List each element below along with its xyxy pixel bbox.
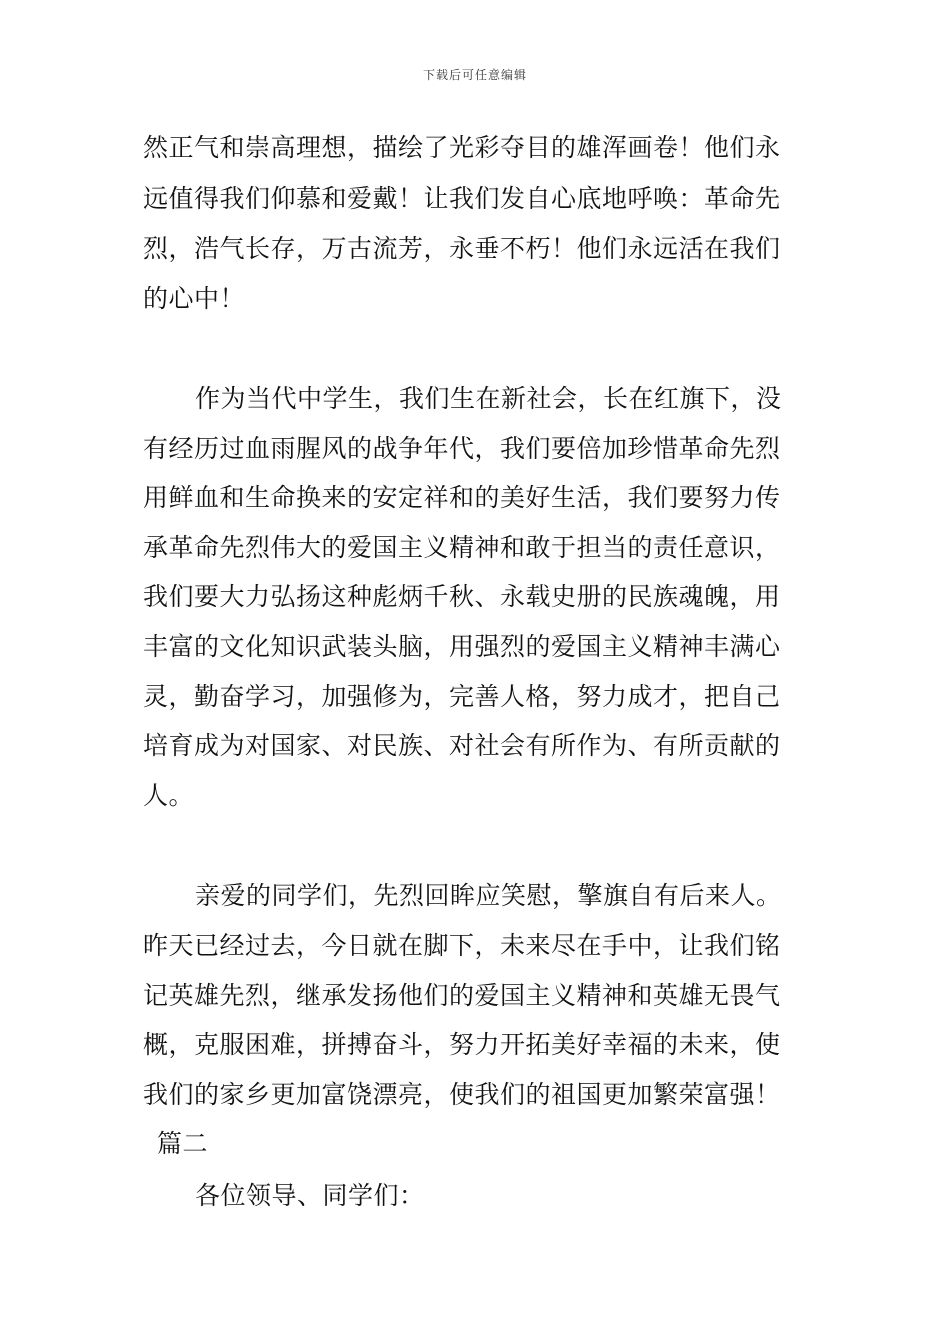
text-line: 丰富的文化知识武装头脑，用强烈的爱国主义精神丰满心 [143, 632, 781, 661]
page-header: 下载后可任意编辑 [422, 68, 527, 82]
text-line: 人。 [143, 781, 195, 810]
text-line: 灵，勤奋学习，加强修为，完善人格，努力成才，把自己 [143, 682, 781, 711]
text-line: 记英雄先烈，继承发扬他们的爱国主义精神和英雄无畏气 [143, 981, 781, 1010]
text-line: 烈，浩气长存，万古流芳，永垂不朽！他们永远活在我们 [143, 234, 781, 263]
text-line: 承革命先烈伟大的爱国主义精神和敢于担当的责任意识， [143, 533, 781, 562]
text-line: 有经历过血雨腥风的战争年代，我们要倍加珍惜革命先烈 [143, 434, 781, 463]
text-line: 然正气和崇高理想，描绘了光彩夺目的雄浑画卷！他们永 [143, 133, 781, 162]
text-line: 的心中！ [143, 284, 246, 313]
text-line: 作为当代中学生，我们生在新社会，长在红旗下，没 [195, 384, 782, 413]
text-line: 我们的家乡更加富饶漂亮，使我们的祖国更加繁荣富强！ [143, 1080, 781, 1109]
text-line: 亲爱的同学们，先烈回眸应笑慰，擎旗自有后来人。 [195, 881, 782, 910]
text-line: 培育成为对国家、对民族、对社会有所作为、有所贡献的 [143, 731, 781, 760]
salutation: 各位领导、同学们： [195, 1181, 425, 1210]
section-title: 篇二 [157, 1129, 209, 1158]
text-line: 我们要大力弘扬这种彪炳千秋、永载史册的民族魂魄，用 [143, 582, 781, 611]
text-line: 用鲜血和生命换来的安定祥和的美好生活，我们要努力传 [143, 483, 781, 512]
text-line: 昨天已经过去，今日就在脚下，未来尽在手中，让我们铭 [143, 931, 781, 960]
text-line: 概，克服困难，拼搏奋斗，努力开拓美好幸福的未来，使 [143, 1030, 781, 1059]
text-line: 远值得我们仰慕和爱戴！让我们发自心底地呼唤：革命先 [143, 184, 781, 213]
